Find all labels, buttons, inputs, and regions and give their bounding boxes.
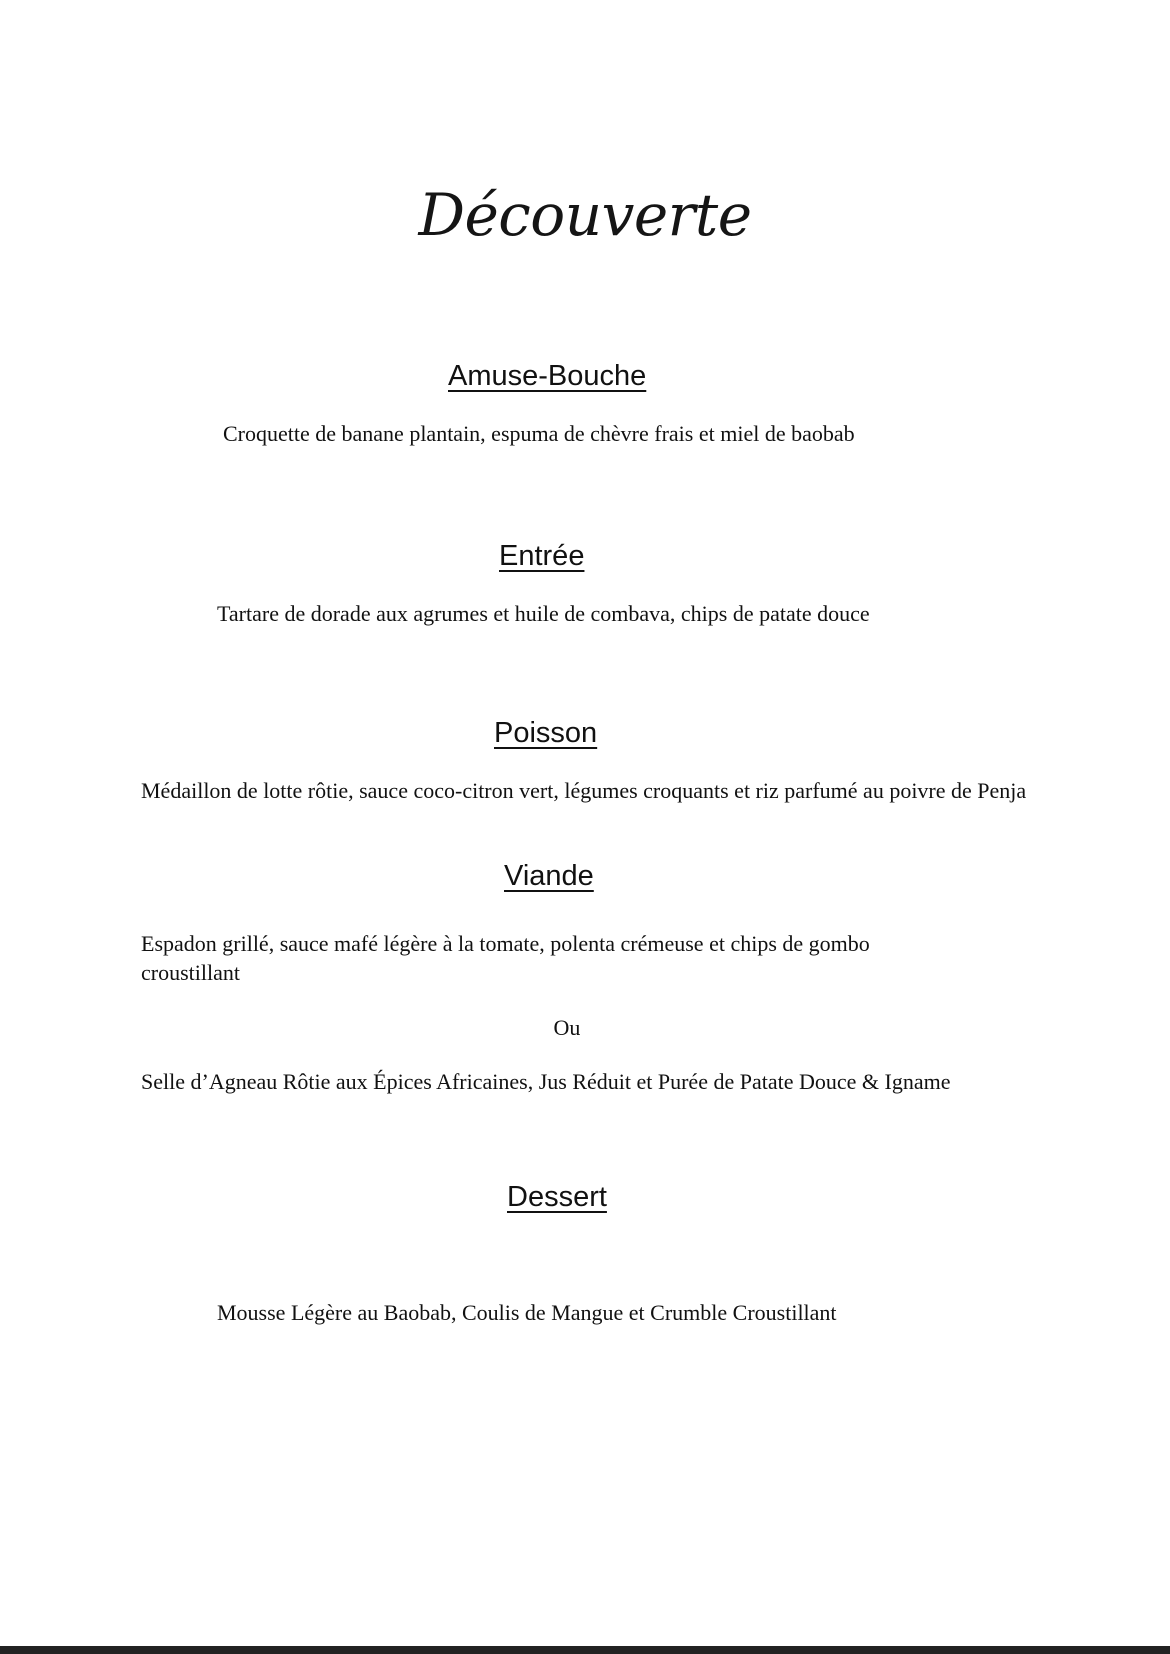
dish-viande-option-2: Selle d’Agneau Rôtie aux Épices Africaines, Jus Réduit et Purée de Patate Douce & Igname	[141, 1069, 951, 1094]
course-heading-viande: Viande	[504, 860, 594, 892]
dish-viande-option-1: Espadon grillé, sauce mafé légère à la tomate, polenta crémeuse et chips de gombo croustillant	[141, 931, 870, 985]
course-heading-entree: Entrée	[499, 540, 585, 572]
dish-dessert: Mousse Légère au Baobab, Coulis de Mangue et Crumble Croustillant	[217, 1300, 837, 1325]
course-heading-dessert: Dessert	[507, 1181, 607, 1213]
course-heading-poisson: Poisson	[494, 717, 598, 749]
course-heading-amuse-bouche: Amuse-Bouche	[448, 360, 647, 392]
dish-entree: Tartare de dorade aux agrumes et huile de combava, chips de patate douce	[217, 601, 870, 626]
dish-poisson: Médaillon de lotte rôtie, sauce coco-citron vert, légumes croquants et riz parfumé au poivre de Penja	[141, 778, 1027, 803]
option-separator: Ou	[553, 1015, 581, 1040]
menu-title: Découverte	[418, 181, 752, 249]
dish-amuse-bouche: Croquette de banane plantain, espuma de chèvre frais et miel de baobab	[223, 421, 855, 446]
page-bottom-edge	[0, 1646, 1170, 1654]
